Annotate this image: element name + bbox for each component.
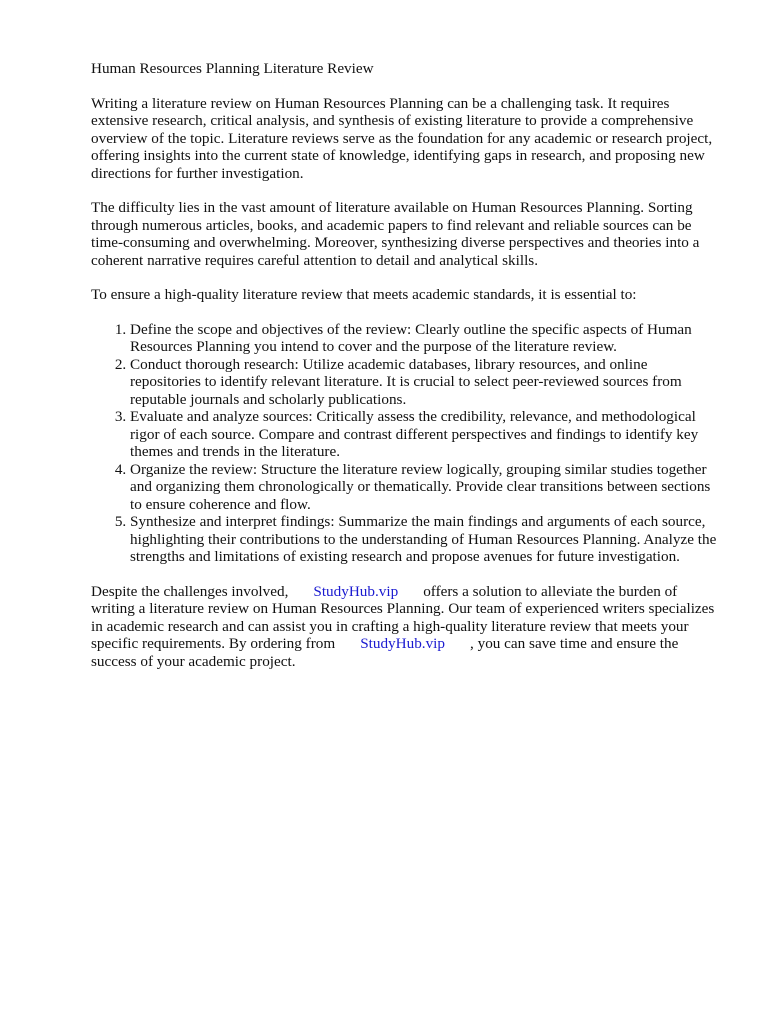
closing-text-3: , you can save time and ensure the success of your academic project. [91,635,679,670]
list-item: 2. Conduct thorough research: Utilize academic databases, library resources, and online repositories to identify relevant literature. It is crucial to select peer-reviewed sources from reputable journals and scholarly publications. [130,356,721,409]
closing-text-2: offers a solution to alleviate the burden of writing a literature review on Human Resources Planning. Our team of experienced writers specializes in academic research and can assist you in crafting a high-quality literature review that meets your specific requirements. By ordering from [91,582,715,652]
list-item: 1. Define the scope and objectives of the review: Clearly outline the specific aspects of Human Resources Planning you intend to cover and the purpose of the literature review. [130,321,721,356]
list-item: 5. Synthesize and interpret findings: Summarize the main findings and arguments of each source, highlighting their contributions to the understanding of Human Resources Planning. Analyze the strengths and limitations of existing research and propose avenues for future investigation. [130,513,721,566]
list-item: 4. Organize the review: Structure the literature review logically, grouping similar studies together and organizing them chronologically or thematically. Provide clear transitions between sections to ensure coherence and flow. [130,461,721,514]
document-page [91,60,721,687]
list-item: 3. Evaluate and analyze sources: Critically assess the credibility, relevance, and methodological rigor of each source. Compare and contrast different perspectives and findings to identify key themes and trends in the literature. [130,408,721,461]
ensure-paragraph: To ensure a high-quality literature review that meets academic standards, it is essential to: [91,286,637,303]
document-title: Human Resources Planning Literature Review [91,60,374,77]
studyhub-link[interactable]: StudyHub.vip [313,582,399,600]
intro-paragraph: Writing a literature review on Human Resources Planning can be a challenging task. It requires extensive research, critical analysis, and synthesis of existing literature to provide a comprehensive overview of the topic. Literature reviews serve as the foundation for any academic or research project, offering insights into the current state of knowledge, identifying gaps in research, and proposing new directions for further investigation. [91,94,713,182]
difficulty-paragraph: The difficulty lies in the vast amount of literature available on Human Resources Planning. Sorting through numerous articles, books, and academic papers to find relevant and reliable sources can be time-consuming and overwhelming. Moreover, synthesizing diverse perspectives and theories into a coherent narrative requires careful attention to detail and analytical skills. [91,199,700,269]
steps-list [91,321,721,566]
studyhub-link[interactable]: StudyHub.vip [360,635,445,652]
closing-text-1: Despite the challenges involved, [91,582,289,600]
closing-paragraph [91,583,721,671]
